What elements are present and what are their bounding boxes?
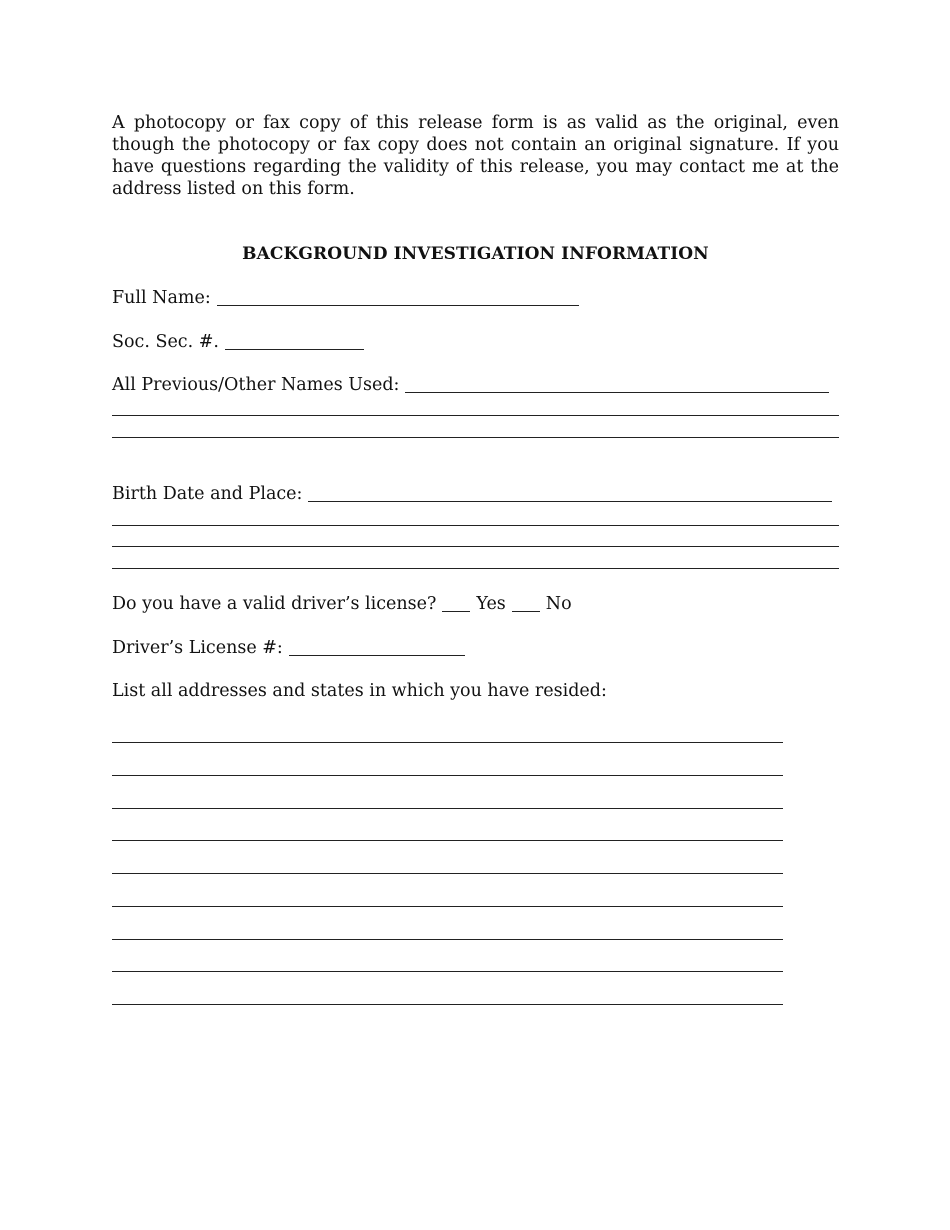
birth-blank[interactable] xyxy=(308,483,832,502)
address-line-6[interactable] xyxy=(112,906,783,907)
license-number-label: Driver’s License #: xyxy=(112,638,283,658)
license-number-blank[interactable] xyxy=(289,637,465,656)
previous-names-blank[interactable] xyxy=(405,374,829,393)
previous-names-line-3[interactable] xyxy=(112,437,839,438)
address-line-1[interactable] xyxy=(112,742,783,743)
section-heading: BACKGROUND INVESTIGATION INFORMATION xyxy=(242,244,709,264)
address-line-5[interactable] xyxy=(112,873,783,874)
full-name-label: Full Name: xyxy=(112,288,211,308)
full-name-blank[interactable] xyxy=(217,287,579,306)
license-number-row xyxy=(112,636,465,660)
form-page xyxy=(112,0,839,1230)
previous-names-label: All Previous/Other Names Used: xyxy=(112,375,400,395)
address-line-3[interactable] xyxy=(112,808,783,809)
ssn-label: Soc. Sec. #. xyxy=(112,332,219,352)
no-label: No xyxy=(545,594,572,614)
previous-names-row xyxy=(112,373,829,397)
birth-label: Birth Date and Place: xyxy=(112,484,303,504)
addresses-label: List all addresses and states in which you have resided: xyxy=(112,681,607,701)
previous-names-line-2[interactable] xyxy=(112,415,839,416)
address-line-4[interactable] xyxy=(112,840,783,841)
address-line-8[interactable] xyxy=(112,971,783,972)
birth-row xyxy=(112,482,832,506)
birth-line-4[interactable] xyxy=(112,568,839,569)
intro-paragraph: A photocopy or fax copy of this release form is as valid as the original, even though the photocopy or fax copy does not contain an original signature. If you have questions regarding the validity of this release, you may contact me at the address listed on this form. xyxy=(112,113,839,199)
birth-line-3[interactable] xyxy=(112,546,839,547)
no-blank[interactable] xyxy=(512,593,540,612)
ssn-blank[interactable] xyxy=(225,331,364,350)
address-line-2[interactable] xyxy=(112,775,783,776)
addresses-row xyxy=(112,679,607,703)
yes-label: Yes xyxy=(476,594,506,614)
address-line-7[interactable] xyxy=(112,939,783,940)
ssn-row xyxy=(112,330,364,354)
address-line-9[interactable] xyxy=(112,1004,783,1005)
yes-blank[interactable] xyxy=(442,593,470,612)
birth-line-2[interactable] xyxy=(112,525,839,526)
license-question-label: Do you have a valid driver’s license? xyxy=(112,594,437,614)
full-name-row xyxy=(112,286,579,310)
license-question-row xyxy=(112,592,572,616)
